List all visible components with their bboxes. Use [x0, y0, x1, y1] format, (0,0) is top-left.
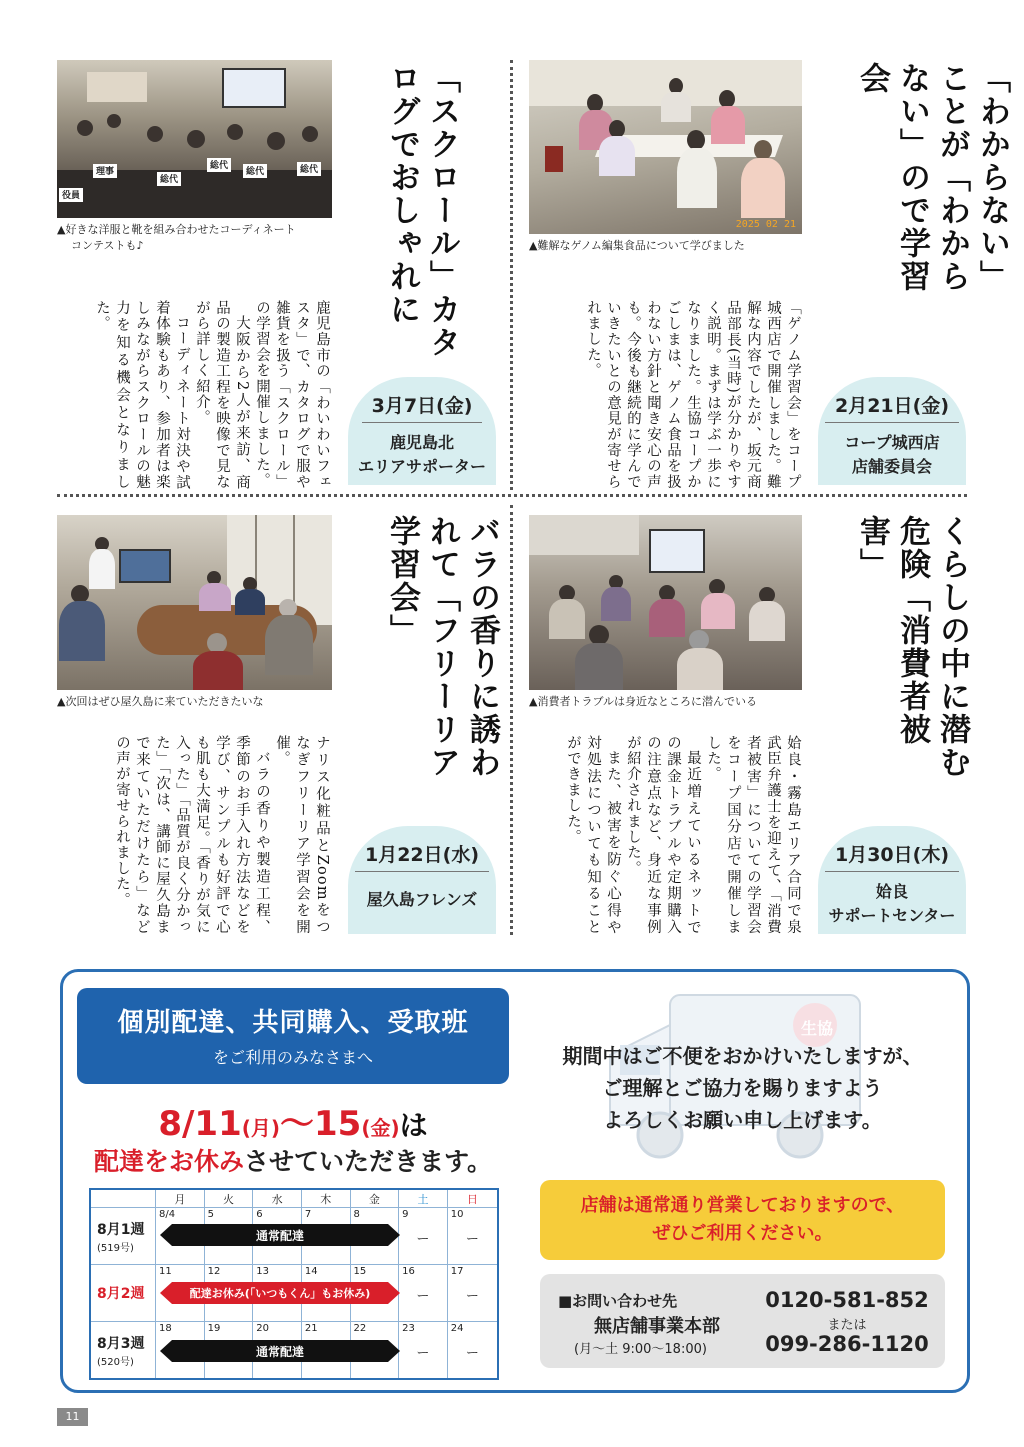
contact-label: ■お問い合わせ先 — [558, 1292, 678, 1310]
photo-date-stamp: 2025 02 21 — [735, 219, 796, 230]
article-body: 姶良・霧島エリア合同で泉武臣弁護士を迎えて、「消費者被害」についての学習会をコープ国分店で開催しました。 最近増えているネットでの課金トラブルや定期購入の注意点など、身近な事例が紹介されました。 また、被害を防ぐ心得や対処法についても知ることができました。 — [565, 735, 801, 935]
article-photo-freelia — [57, 515, 332, 690]
page-number: 11 — [57, 1408, 88, 1426]
event-org: 屋久島フレンズ — [366, 890, 478, 909]
photo-sign: 総代 — [243, 164, 267, 178]
calendar-day-header: 金 — [350, 1189, 399, 1208]
notice-heading: 個別配達、共同購入、受取班 — [117, 1008, 469, 1038]
photo-sign: 理事 — [93, 164, 117, 178]
apology-message: 期間中はご不便をおかけいたしますが、 ご理解とご協力を賜りますよう よろしくお願い申し上げます。 — [562, 1044, 923, 1132]
photo-sign: 総代 — [207, 158, 231, 172]
calendar-day-header: 月 — [156, 1189, 205, 1208]
truck-logo-text: 生協 — [801, 1019, 834, 1038]
photo-caption: ▲次回はぜひ屋久島に来ていただきたいな — [57, 695, 264, 708]
contact-hours: (月〜土 9:00〜18:00) — [574, 1342, 707, 1357]
calendar-week-row: 8月3週 (520号) 18 19 20 21 22 23 ー 24 ー — [90, 1322, 498, 1380]
event-org: 姶良 サポートセンター — [828, 882, 956, 925]
event-date: 3月7日(金) — [362, 391, 483, 423]
column-divider — [510, 60, 513, 490]
event-date: 1月22日(水) — [355, 840, 489, 872]
event-org: 鹿児島北 エリアサポーター — [357, 433, 486, 476]
photo-sign: 総代 — [157, 172, 181, 186]
contact-department: 無店舗事業本部 — [594, 1316, 720, 1337]
notice-subheading: をご利用のみなさまへ — [212, 1048, 373, 1067]
event-badge — [348, 826, 496, 934]
photo-sign: 総代 — [297, 162, 321, 176]
event-badge — [818, 826, 966, 934]
article-title: バラの香りに誘われて「フリーリア学習会」 — [384, 515, 500, 779]
calendar-corner — [90, 1189, 156, 1208]
calendar-band-label: 通常配達 — [255, 1345, 304, 1359]
calendar-band-label: 配達お休み(「いつもくん」もお休み) — [189, 1287, 371, 1300]
article-photo-scroll — [57, 60, 332, 218]
event-badge — [818, 377, 966, 485]
column-divider — [510, 505, 513, 935]
calendar-week-row: 8月2週 11 12 13 14 15 16 ー 17 ー — [90, 1265, 498, 1322]
article-title: 「わからない」ことが「わからない」ので学習会 — [854, 62, 1010, 293]
calendar-week-row: 8月1週 (519号) 8/4 5 6 7 8 9 ー 10 ー — [90, 1208, 498, 1265]
phone-number-freedial[interactable]: 0120-581-852 — [765, 1288, 929, 1312]
article-photo-consumer — [529, 515, 802, 690]
event-badge — [348, 377, 496, 485]
event-org: コープ城西店 店舗委員会 — [844, 433, 940, 476]
photo-caption: ▲消費者トラブルは身近なところに潜んでいる — [529, 695, 758, 708]
article-title: 「スクロール」カタログでおしゃれに — [384, 62, 460, 359]
article-title: くらしの中に潜む危険「消費者被害」 — [854, 515, 970, 779]
photo-caption: ▲難解なゲノム編集食品について学びました — [529, 239, 745, 252]
contact-box — [540, 1274, 945, 1368]
calendar-day-header: 木 — [301, 1189, 350, 1208]
calendar-band-label: 通常配達 — [255, 1229, 304, 1243]
store-open-notice: 店舗は通常通り営業しておりますので、 ぜひご利用ください。 — [540, 1180, 945, 1260]
photo-caption: ▲好きな洋服と靴を組み合わせたコーディネート コンテストも♪ — [57, 223, 296, 252]
calendar-day-header: 水 — [253, 1189, 302, 1208]
photo-sign: 役員 — [59, 188, 83, 202]
phone-or: または — [827, 1318, 867, 1333]
phone-number-direct[interactable]: 099-286-1120 — [765, 1332, 929, 1356]
event-date: 1月30日(木) — [825, 840, 959, 872]
calendar-day-header: 火 — [204, 1189, 253, 1208]
article-body: 鹿児島市の「わいわいフェスタ」で、カタログで服や雑貨を扱う「スクロール」の学習会を開催しました。 大阪から2人が来訪、商品の製造工程を映像で見ながら詳しく紹介。 コーディネート対決や試着体験もあり、参加者は楽しみながらスクロールの魅力を知る機会となりました。 — [94, 300, 330, 490]
article-photo-genome — [529, 60, 802, 234]
calendar-day-header: 土 — [399, 1189, 448, 1208]
holiday-dates: 8/11(月)〜15(金)は — [158, 1104, 428, 1144]
closure-message: 配達をお休みさせていただきます。 — [93, 1147, 493, 1176]
article-body: 「ゲノム学習会」をコープ城西店で開催しました。難解な内容でしたが、坂元商品部長(当時)が分かりやすく説明。まずは学ぶ一歩になりました。生協コープかごしまは、ゲノム食品を扱わない方針と聞き安心の声も。今後も継続的に学んでいきたいとの意見が寄せられました。 — [585, 300, 801, 490]
article-body: ナリス化粧品とZoomをつなぎフリーリア学習会を開催。 バラの香りや製造工程、季節のお手入れ方法などを学び、サンプルも好評で心も肌も大満足。「香りが気に入った」「品質が良く分かった」「次は、講師に屋久島まで来ていただけたら」などの声が寄せられました。 — [114, 735, 330, 935]
event-date: 2月21日(金) — [825, 391, 959, 423]
calendar-day-header: 日 — [447, 1189, 498, 1208]
section-divider — [57, 494, 967, 497]
notice-heading-box — [77, 988, 509, 1084]
